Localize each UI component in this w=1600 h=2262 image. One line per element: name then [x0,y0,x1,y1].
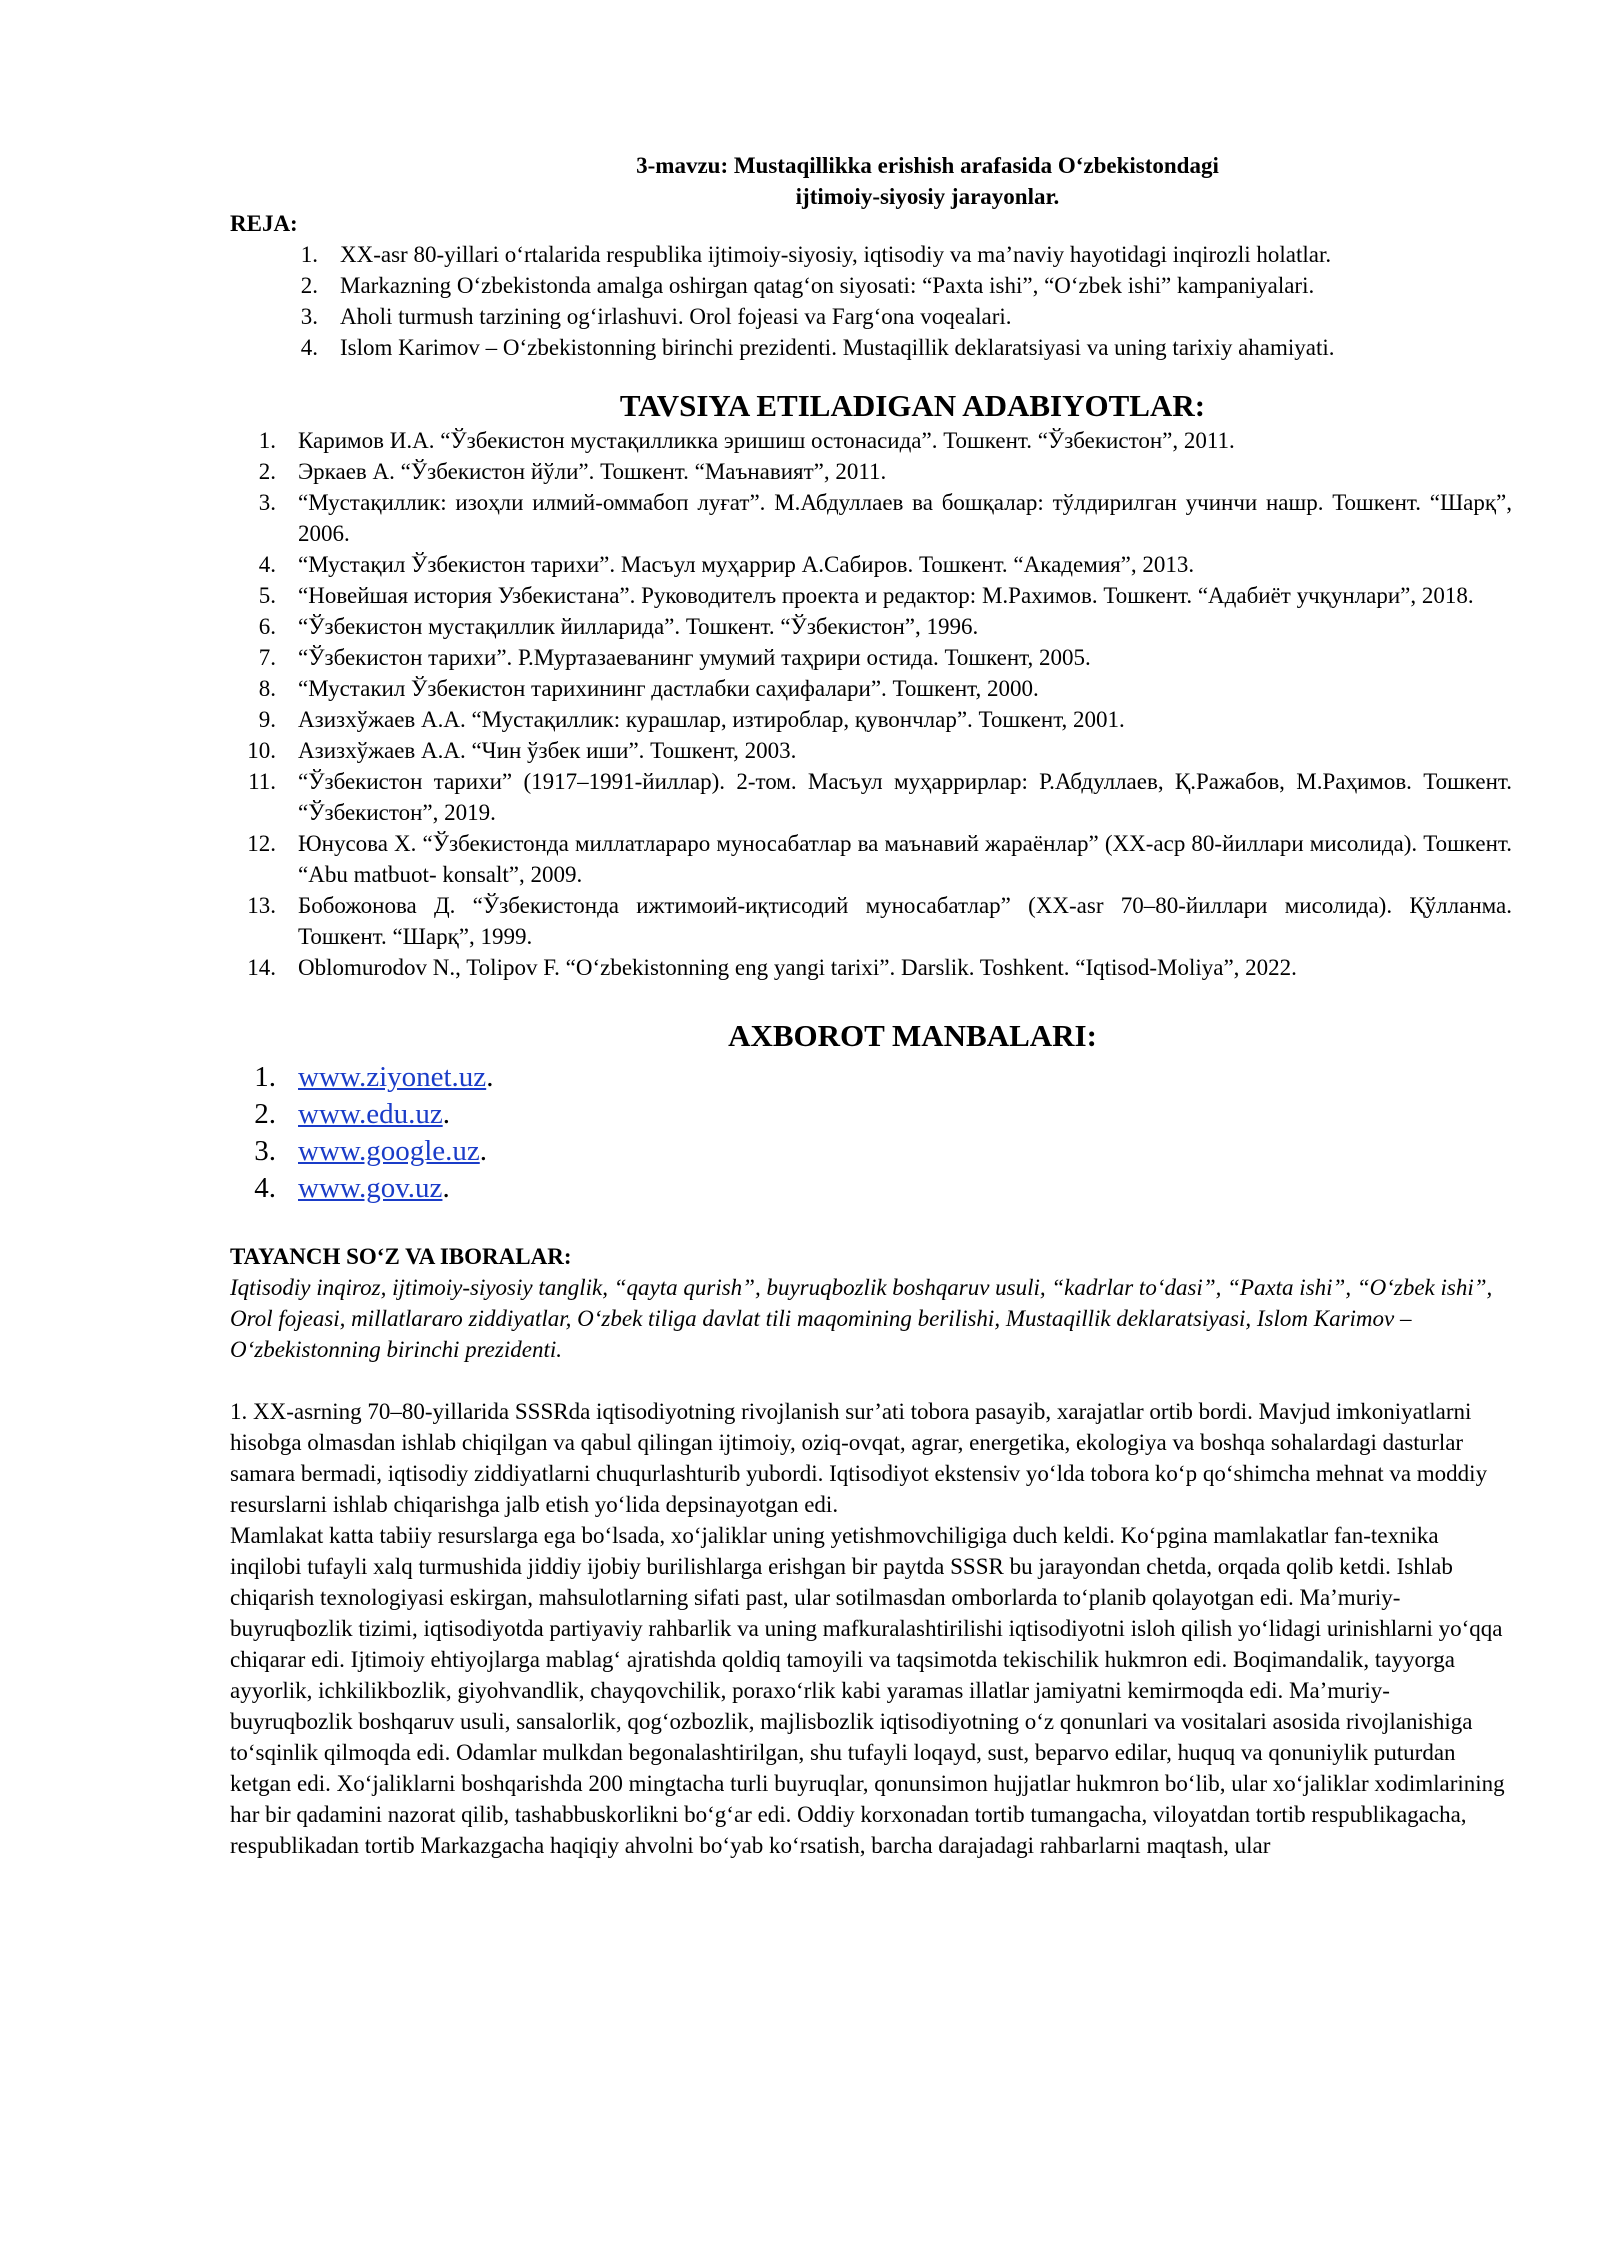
body-paragraph-1: 1. XX-asrning 70–80-yillarida SSSRda iqtisodiyotning rivojlanish sur’ati tobora pasayib, xarajatlar ortib bordi. Mavjud imkoniyatlarni hisobga olmasdan ishlab chiqilgan va qabul qilingan ijtimoiy, oziq-ovqat, agrar, energetika, ekologiya va boshqa sohalardagi dasturlar samara bermadi, iqtisodiy ziddiyatlarni chuqurlashturib yubordi. Iqtisodiyot ekstensiv yo‘lda tobora ko‘p qo‘shimcha mehnat va moddiy resurslarni ishlab chiqarishga jalb etish yo‘lida depsinayotgan edi. [230,1399,1488,1517]
link-suffix: . [442,1172,450,1204]
list-number: 11. [248,769,276,794]
list-text: Бобожонова Д. “Ўзбекистонда ижтимоий-иқтисодий муносабатлар” (XX-asr 70–80-йиллари мисолида). Қўлланма. Тошкент. “Шарқ”, 1999. [298,893,1512,949]
list-number: 13. [247,893,276,918]
list-number: 3. [254,1135,276,1167]
list-item [230,611,1512,642]
list-item [230,1133,1495,1170]
list-text: XX-asr 80-yillari o‘rtalarida respublika ijtimoiy-siyosiy, iqtisodiy va ma’naviy hayotidagi inqirozli holatlar. [340,242,1332,267]
list-text: Markazning O‘zbekistonda amalga oshirgan qatag‘on siyosati: “Paxta ishi”, “O‘zbek ishi” kampaniyalari. [340,273,1315,298]
list-item [280,239,1477,270]
list-item [230,549,1512,580]
source-link-google[interactable]: www.google.uz [298,1135,480,1167]
list-text: Islom Karimov – O‘zbekistonning birinchi prezidenti. Mustaqillik deklaratsiyasi va uning tarixiy ahamiyati. [340,335,1335,360]
list-item [230,1059,1495,1096]
list-number: 4. [300,335,318,360]
reja-list [280,239,1477,363]
list-number: 9. [258,707,276,732]
list-item [230,642,1512,673]
list-number: 4. [254,1172,276,1204]
list-number: 14. [247,955,276,980]
list-item [230,890,1512,952]
list-number: 10. [247,738,276,763]
sources-heading: AXBOROT MANBALARI: [728,1018,1097,1053]
page-title [360,150,1495,212]
document-content [230,150,1512,1861]
sources-list [230,1059,1495,1207]
list-item [230,673,1512,704]
source-link-gov[interactable]: www.gov.uz [298,1172,443,1204]
list-text: “Мустақил Ўзбекистон тарихи”. Масъул муҳаррир А.Сабиров. Тошкент. “Академия”, 2013. [298,552,1195,577]
list-text: Aholi turmush tarzining og‘irlashuvi. Orol fojeasi va Farg‘ona voqealari. [340,304,1012,329]
list-item [230,952,1512,983]
title-line-1: 3-mavzu: Mustaqillikka erishish arafasida O‘zbekistondagi [636,153,1219,178]
body-paragraph-2: Mamlakat katta tabiiy resurslarga ega bo‘lsada, xo‘jaliklar uning yetishmovchiligiga duch keldi. Ko‘pgina mamlakatlar fan-texnika inqilobi tufayli xalq turmushida jiddiy ijobiy burilishlarga erishgan bir paytda SSSR bu jarayondan chetda, orqada qolib ketdi. Ishlab chiqarish texnologiyasi eskirgan, mahsulotlarning sifati past, ular sotilmasdan omborlarda to‘planib qolayotgan edi. Ma’muriy-buyruqbozlik tizimi, iqtisodiyotda partiyaviy rahbarlik va uning mafkuralashtirilishi iqtisodiyotni isloh qilish yo‘lidagi urinishlarni yo‘qqa chiqarar edi. Ijtimoiy ehtiyojlarga mablag‘ ajratishda qoldiq tamoyili va taqsimotda tekischilik hukmron edi. Boqimandalik, tayyorga ayyorlik, ichkilikbozlik, giyohvandlik, chayqovchilik, poraxo‘rlik kabi yaramas illatlar jamiyatni kemirmoqda edi. Ma’muriy-buyruqbozlik boshqaruv usuli, sansalorlik, qog‘ozbozlik, majlisbozlik iqtisodiyotning o‘z qonunlari va vositalari asosida rivojlanishiga to‘sqinlik qilmoqda edi. Odamlar mulkdan begonalashtirilgan, shu tufayli loqayd, sust, beparvo edilar, huquq va qonuniylik puturdan ketgan edi. Xo‘jaliklarni boshqarishda 200 mingtacha turli buyruqlar, qonunsimon hujjatlar hukmron bo‘lib, ular xo‘jaliklar xodimlarining har bir qadamini nazorat qilib, tashabbuskorlikni bo‘g‘ar edi. Oddiy korxonadan tortib tumangacha, viloyatdan tortib respublikagacha, respublikadan tortib Markazgacha haqiqiy ahvolni bo‘yab ko‘rsatish, barcha darajadagi rahbarlarni maqtash, ular [230,1523,1505,1858]
list-text: Азизхўжаев А.А. “Мустақиллик: курашлар, изтироблар, қувончлар”. Тошкент, 2001. [298,707,1125,732]
list-item [230,704,1512,735]
list-item [230,735,1512,766]
reja-label: REJA: [230,211,298,236]
list-item [230,487,1512,549]
list-item [230,828,1512,890]
list-text: Oblomurodov N., Tolipov F. “O‘zbekistonning eng yangi tarixi”. Darslik. Toshkent. “Iqtisod-Moliya”, 2022. [298,955,1297,980]
literature-list [230,425,1512,983]
list-text: “Мустакил Ўзбекистон тарихининг дастлабки саҳифалари”. Тошкент, 2000. [298,676,1039,701]
keywords-text: Iqtisodiy inqiroz, ijtimoiy-siyosiy tanglik, “qayta qurish”, buyruqbozlik boshqaruv usuli, “kadrlar to‘dasi”, “Paxta ishi”, “O‘zbek ishi”, Orol fojeasi, millatlararo ziddiyatlar, O‘zbek tiliga davlat tili maqomining berilishi, Mustaqillik deklaratsiyasi, Islom Karimov – O‘zbekistonning birinchi prezidenti. [230,1275,1493,1362]
list-item [230,456,1512,487]
list-text: “Мустақиллик: изоҳли илмий-оммабоп луғат”. М.Абдуллаев ва бошқалар: тўлдирилган учинчи нашр. Тошкент. “Шарқ”, 2006. [298,490,1512,546]
list-text: Юнусова Х. “Ўзбекистонда миллатлараро муносабатлар ва маънавий жараёнлар” (XX-аср 80-йиллари мисолида). Тошкент. “Abu matbuot- konsalt”, 2009. [298,831,1512,887]
list-number: 4. [258,552,276,577]
list-text: “Ўзбекистон тарихи” (1917–1991-йиллар). 2-том. Масъул муҳаррирлар: Р.Абдуллаев, Қ.Ражабов, М.Раҳимов. Тошкент. “Ўзбекистон”, 2019. [298,769,1512,825]
link-suffix: . [442,1098,450,1130]
source-link-edu[interactable]: www.edu.uz [298,1098,443,1130]
list-item [230,580,1512,611]
literature-heading: TAVSIYA ETILADIGAN ADABIYOTLAR: [619,388,1206,423]
list-number: 6. [258,614,276,639]
list-text: “Ўзбекистон тарихи”. Р.Муртазаеванинг умумий таҳрири остида. Тошкент, 2005. [298,645,1091,670]
keywords-heading: TAYANCH SO‘Z VA IBORALAR: [230,1244,572,1269]
list-number: 3. [258,490,276,515]
list-item [280,301,1477,332]
list-text: Эркаев А. “Ўзбекистон йўли”. Тошкент. “Маънавият”, 2011. [298,459,887,484]
list-number: 1. [300,242,318,267]
list-text: Азизхўжаев А.А. “Чин ўзбек иши”. Тошкент, 2003. [298,738,797,763]
list-number: 1. [254,1061,276,1093]
list-item [280,332,1477,363]
list-number: 2. [254,1098,276,1130]
list-number: 2. [258,459,276,484]
list-number: 2. [300,273,318,298]
source-link-ziyonet[interactable]: www.ziyonet.uz [298,1061,487,1093]
link-suffix: . [486,1061,494,1093]
list-item [230,1096,1495,1133]
list-item [230,1170,1495,1207]
list-number: 3. [300,304,318,329]
list-item [230,425,1512,456]
list-number: 12. [247,831,276,856]
list-text: Каримов И.А. “Ўзбекистон мустақилликка эришиш остонасида”. Тошкент. “Ўзбекистон”, 2011. [298,428,1235,453]
link-suffix: . [479,1135,487,1167]
title-line-2: ijtimoiy-siyosiy jarayonlar. [795,184,1060,209]
list-number: 5. [258,583,276,608]
list-number: 1. [258,428,276,453]
list-item [280,270,1477,301]
list-number: 8. [258,676,276,701]
list-item [230,766,1512,828]
list-text: “Новейшая история Узбекистана”. Руководителъ проекта и редактор: М.Рахимов. Тошкент. “Адабиёт учқунлари”, 2018. [298,583,1474,608]
list-number: 7. [258,645,276,670]
list-text: “Ўзбекистон мустақиллик йилларида”. Тошкент. “Ўзбекистон”, 1996. [298,614,979,639]
